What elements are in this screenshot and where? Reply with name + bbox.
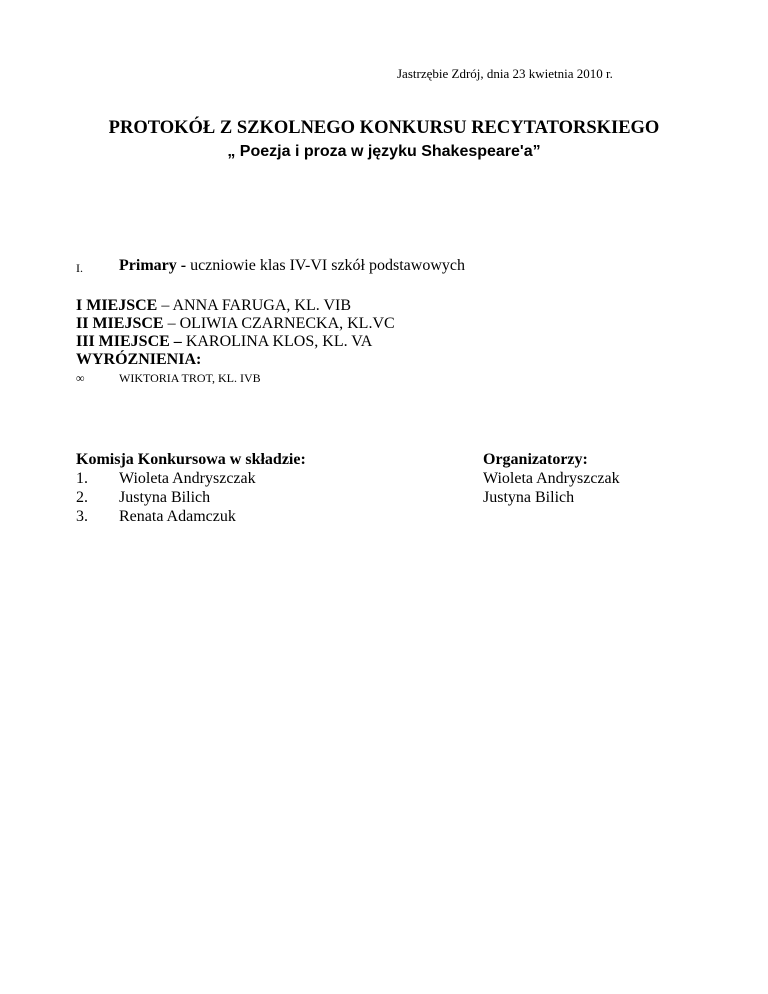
place-third [76,333,372,351]
place-value: KAROLINA KLOS, KL. VA [181,333,373,350]
organizers-title: Organizatorzy: [483,451,588,468]
document-title: PROTOKÓŁ Z SZKOLNEGO KONKURSU RECYTATORSKIEGO [108,118,660,138]
place-first [76,297,351,315]
section-description: uczniowie klas IV-VI szkół podstawowych [186,257,465,274]
committee-member-name: Renata Adamczuk [119,508,236,525]
section-name: Primary - [119,257,187,274]
date-line: Jastrzębie Zdrój, dnia 23 kwietnia 2010 r. [397,66,613,81]
distinctions-label: WYRÓZNIENIA: [76,351,202,368]
committee-member-number: 2. [76,489,88,506]
distinction-name: WIKTORIA TROT, KL. IVB [119,371,261,385]
place-second [76,315,395,333]
place-label: II MIEJSCE [76,315,164,332]
committee-member-number: 3. [76,508,88,525]
committee-member-name: Justyna Bilich [119,489,211,506]
place-label: I MIEJSCE [76,297,158,314]
document-subtitle: „ Poezja i proza w języku Shakespeare'a” [227,143,541,160]
place-label: III MIEJSCE – [76,333,182,350]
committee-member-number: 1. [76,470,88,487]
infinity-bullet-icon: ∞ [76,371,85,385]
place-value: – OLIWIA CZARNECKA, KL.VC [163,315,395,332]
section-heading [119,257,465,275]
committee-title: Komisja Konkursowa w składzie: [76,451,306,468]
section-number: I. [76,261,83,275]
organizer-name: Wioleta Andryszczak [483,470,620,487]
organizer-name: Justyna Bilich [483,489,575,506]
committee-member-name: Wioleta Andryszczak [119,470,256,487]
place-value: – ANNA FARUGA, KL. VIB [157,297,352,314]
